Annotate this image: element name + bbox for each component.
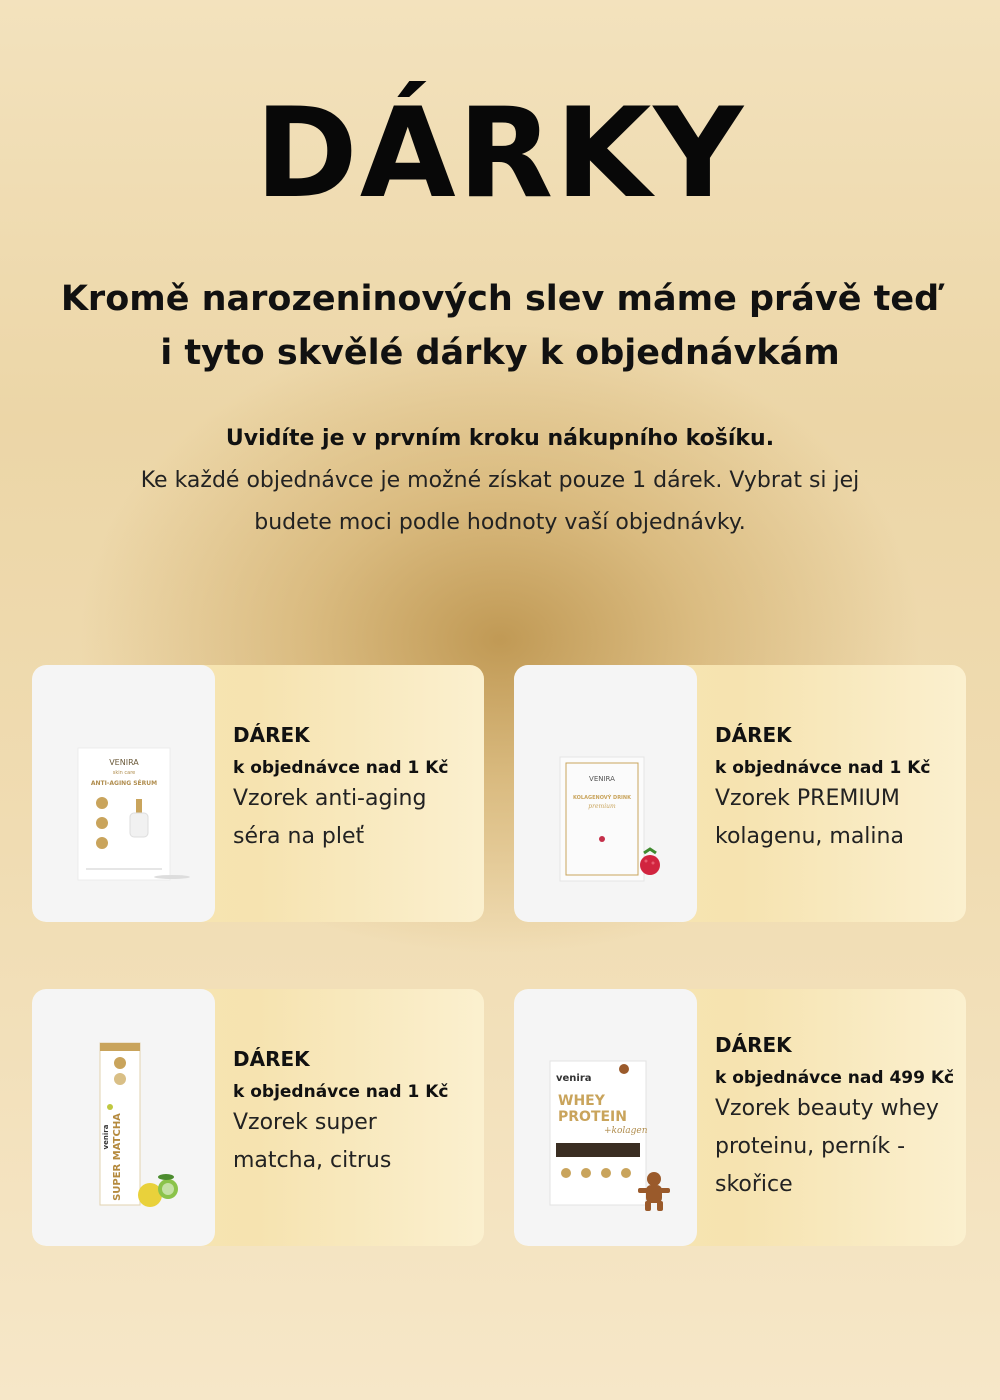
gift-card-serum xyxy=(32,665,484,922)
subtitle-line-1: Kromě narozeninových slev máme právě teď xyxy=(60,279,940,319)
info-line-1: Ke každé objednávce je možné získat pouze 1 dárek. Vybrat si jej xyxy=(140,468,860,493)
serum-sachet-image xyxy=(72,743,192,883)
gift-desc-line-1: Vzorek PREMIUM xyxy=(715,786,900,811)
gift-desc-line-2: proteinu, perník - xyxy=(715,1134,906,1159)
gift-card-matcha xyxy=(32,989,484,1246)
product-image-box xyxy=(514,989,697,1246)
product-name-2: PROTEIN xyxy=(558,1109,627,1125)
product-name: SUPER MATCHA xyxy=(112,1113,123,1201)
gift-description xyxy=(715,780,956,856)
gift-label: DÁREK xyxy=(715,723,792,747)
gift-description xyxy=(233,780,474,856)
product-script: premium xyxy=(588,803,616,810)
gift-card-collagen xyxy=(514,665,966,922)
gift-desc-line-2: séra na pleť xyxy=(233,824,365,849)
whey-sachet-image xyxy=(544,1057,684,1217)
collagen-sachet-image xyxy=(556,753,676,883)
product-script: +kolagen xyxy=(604,1126,648,1136)
matcha-stick-image xyxy=(94,1037,194,1217)
gift-threshold: k objednávce nad 499 Kč xyxy=(715,1068,955,1088)
gift-desc-line-1: Vzorek beauty whey xyxy=(715,1096,939,1121)
gift-description xyxy=(715,1090,956,1204)
info-bold: Uvidíte je v prvním kroku nákupního košíku. xyxy=(225,426,775,451)
gift-label: DÁREK xyxy=(715,1033,792,1057)
gift-desc-line-2: matcha, citrus xyxy=(233,1148,392,1173)
gift-card-whey xyxy=(514,989,966,1246)
gift-threshold: k objednávce nad 1 Kč xyxy=(715,758,931,778)
raspberry-icon xyxy=(640,855,660,875)
subtitle-line-2: i tyto skvělé dárky k objednávkám xyxy=(160,333,840,373)
page-subtitle xyxy=(0,272,1000,380)
info-line-2: budete moci podle hodnoty vaší objednávky. xyxy=(254,510,746,535)
product-image-box xyxy=(514,665,697,922)
gift-desc-line-3: skořice xyxy=(715,1172,793,1197)
gift-desc-line-1: Vzorek super xyxy=(233,1110,377,1135)
page-title: DÁRKY xyxy=(254,82,746,226)
product-brand: venira xyxy=(102,1124,110,1150)
product-name: KOLAGENOVÝ DRINK xyxy=(573,795,631,801)
info-text xyxy=(0,418,1000,544)
product-image-box xyxy=(32,989,215,1246)
gift-label: DÁREK xyxy=(233,723,310,747)
gift-label: DÁREK xyxy=(233,1047,310,1071)
product-name: ANTI-AGING SÉRUM xyxy=(90,780,158,787)
product-brand: VENIRA xyxy=(109,758,139,767)
gift-desc-line-2: kolagenu, malina xyxy=(715,824,904,849)
product-sub: skin care xyxy=(112,770,136,776)
product-image-box xyxy=(32,665,215,922)
gift-threshold: k objednávce nad 1 Kč xyxy=(233,1082,449,1102)
product-name-1: WHEY xyxy=(558,1093,605,1109)
product-brand: VENIRA xyxy=(589,775,615,783)
gift-threshold: k objednávce nad 1 Kč xyxy=(233,758,449,778)
product-brand: venira xyxy=(556,1073,592,1084)
gift-desc-line-1: Vzorek anti-aging xyxy=(233,786,427,811)
gift-description xyxy=(233,1104,474,1180)
